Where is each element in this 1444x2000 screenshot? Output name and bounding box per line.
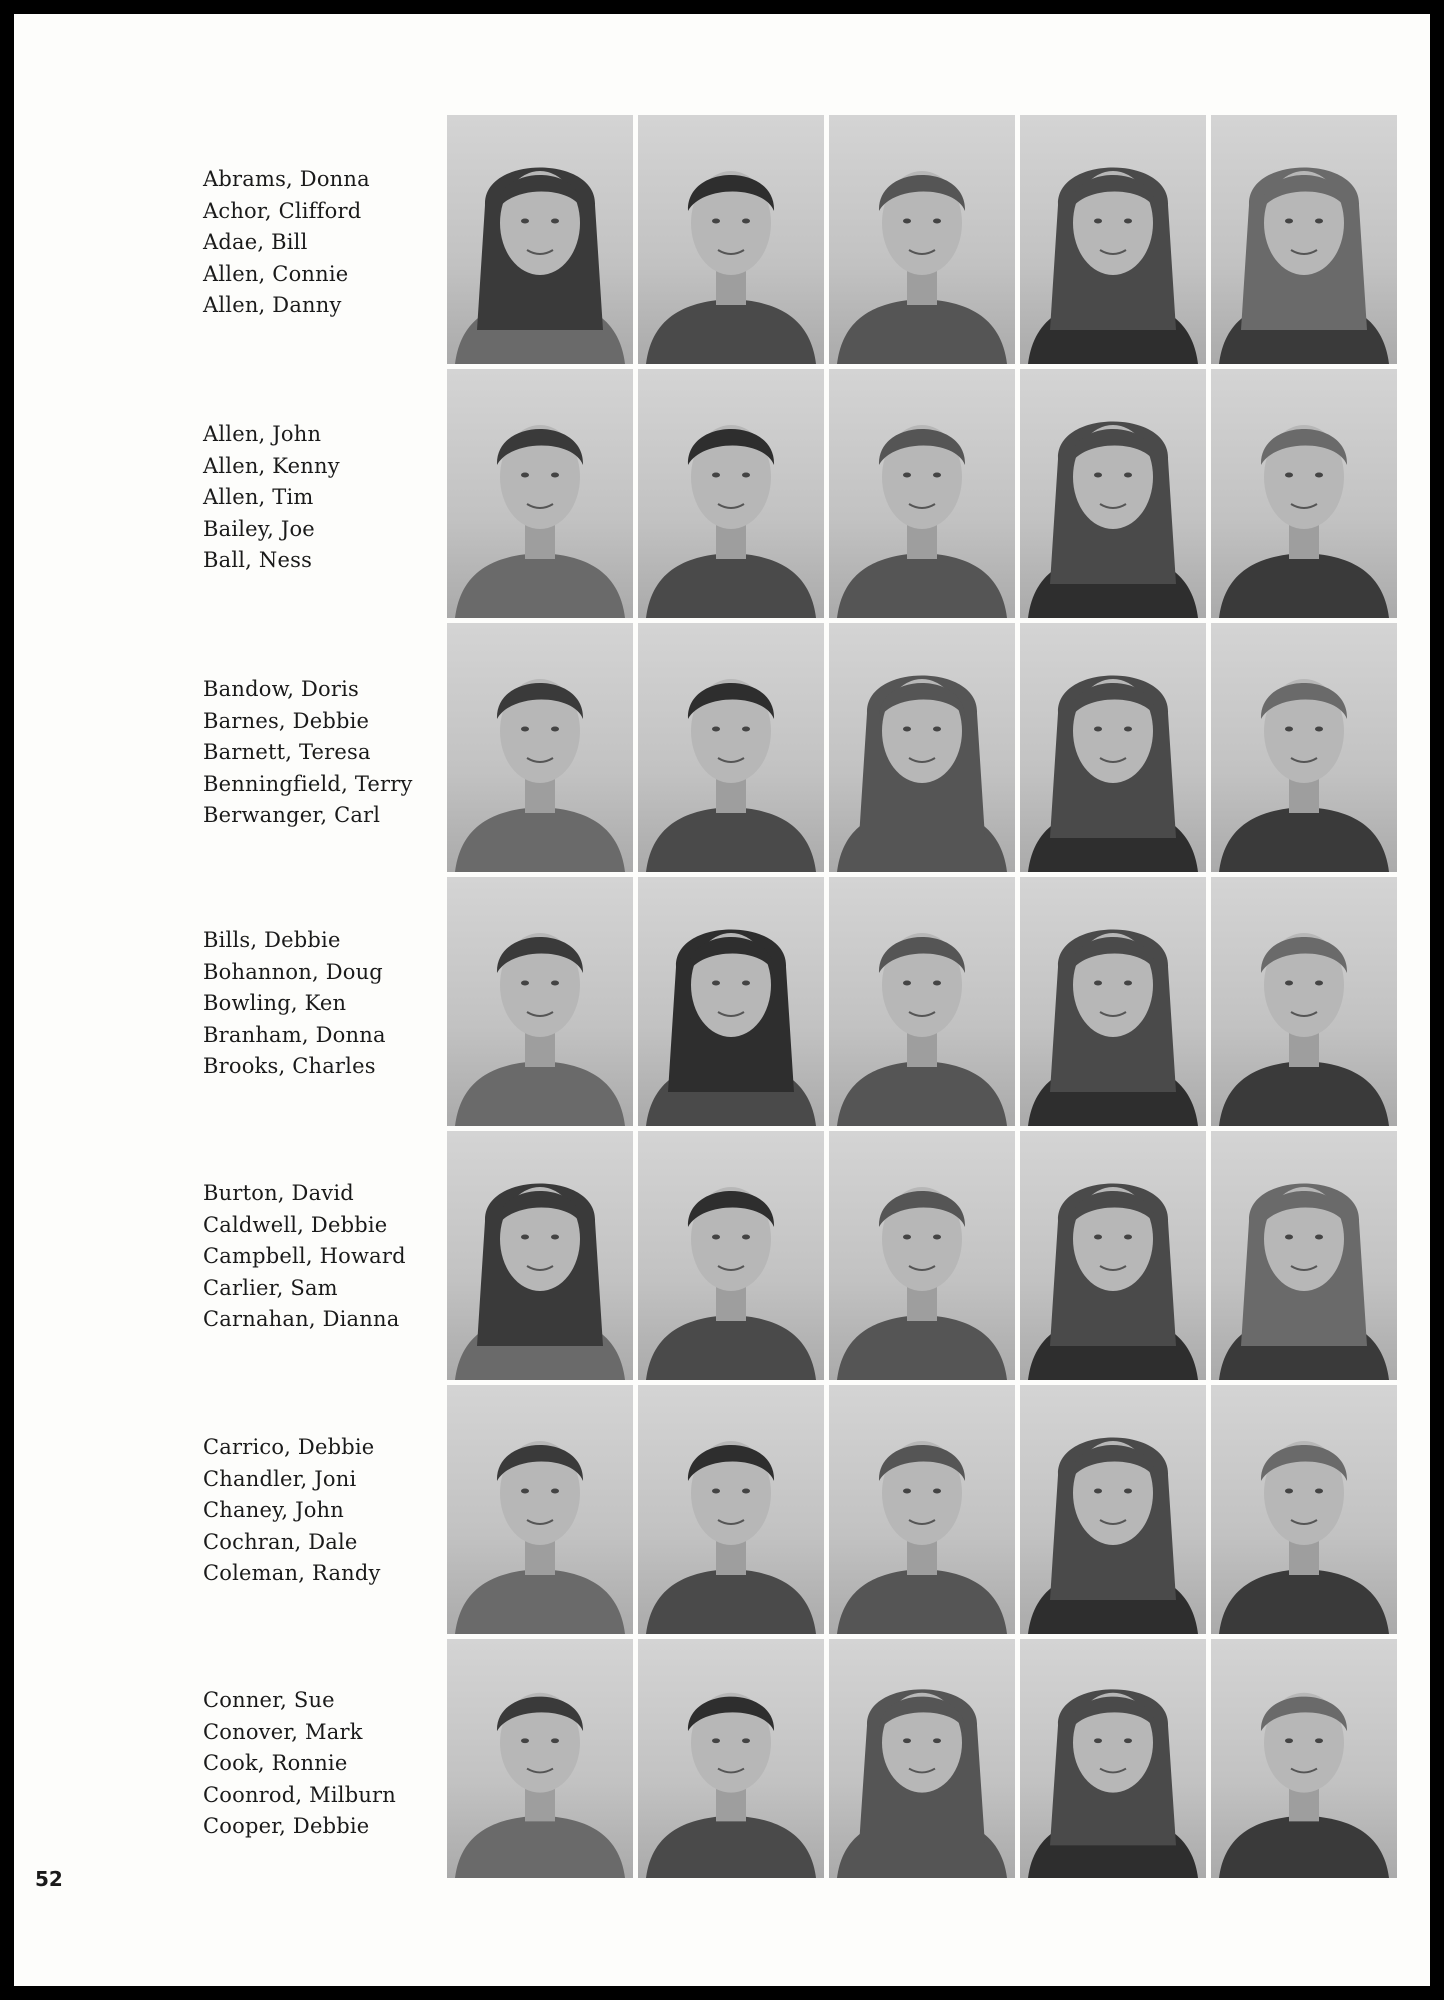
portrait-photo bbox=[638, 1639, 824, 1878]
portrait-row-1 bbox=[447, 115, 1404, 364]
student-name: Allen, Danny bbox=[203, 293, 342, 318]
student-name: Bohannon, Doug bbox=[203, 959, 383, 984]
student-name: Chandler, Joni bbox=[203, 1466, 357, 1491]
portrait-photo bbox=[1020, 115, 1206, 364]
portrait-photo bbox=[1211, 1639, 1397, 1878]
student-name: Brooks, Charles bbox=[203, 1054, 376, 1079]
portrait-grid bbox=[447, 115, 1404, 1883]
student-name: Bandow, Doris bbox=[203, 677, 360, 701]
student-name: Barnes, Debbie bbox=[203, 708, 370, 733]
portrait-photo bbox=[1020, 1131, 1206, 1380]
student-name: Ball, Ness bbox=[203, 548, 313, 573]
name-list-6 bbox=[203, 1432, 443, 1590]
student-name: Caldwell, Debbie bbox=[203, 1212, 388, 1237]
student-name: Abrams, Donna bbox=[203, 167, 370, 191]
student-name: Bills, Debbie bbox=[203, 928, 341, 952]
student-name: Cochran, Dale bbox=[203, 1529, 358, 1554]
portrait-photo bbox=[638, 877, 824, 1126]
portrait-row-5 bbox=[447, 1131, 1404, 1380]
portrait-photo bbox=[447, 623, 633, 872]
name-list-4 bbox=[203, 925, 443, 1083]
portrait-photo bbox=[1211, 1385, 1397, 1634]
portrait-row-2 bbox=[447, 369, 1404, 618]
portrait-photo bbox=[1020, 877, 1206, 1126]
portrait-photo bbox=[638, 623, 824, 872]
portrait-photo bbox=[638, 1131, 824, 1380]
student-name: Coonrod, Milburn bbox=[203, 1782, 397, 1807]
student-name: Chaney, John bbox=[203, 1498, 345, 1523]
student-name: Conner, Sue bbox=[203, 1688, 335, 1712]
portrait-photo bbox=[1211, 1131, 1397, 1380]
student-name: Bowling, Ken bbox=[203, 991, 347, 1016]
portrait-photo bbox=[829, 115, 1015, 364]
portrait-photo bbox=[447, 369, 633, 618]
portrait-photo bbox=[1020, 1385, 1206, 1634]
name-list-7 bbox=[203, 1685, 443, 1843]
student-name: Coleman, Randy bbox=[203, 1561, 381, 1586]
portrait-row-6 bbox=[447, 1385, 1404, 1634]
name-list-5 bbox=[203, 1178, 443, 1336]
student-name: Campbell, Howard bbox=[203, 1244, 406, 1269]
portrait-photo bbox=[1211, 877, 1397, 1126]
portrait-photo bbox=[1211, 115, 1397, 364]
student-name: Carlier, Sam bbox=[203, 1275, 338, 1300]
portrait-photo bbox=[447, 877, 633, 1126]
student-name: Allen, Tim bbox=[203, 485, 314, 510]
name-list-3 bbox=[203, 674, 443, 832]
portrait-row-7 bbox=[447, 1639, 1404, 1878]
portrait-photo bbox=[447, 1131, 633, 1380]
portrait-photo bbox=[1020, 369, 1206, 618]
page-number: 52 bbox=[35, 1867, 63, 1891]
portrait-photo bbox=[829, 1385, 1015, 1634]
student-name: Allen, Kenny bbox=[203, 453, 340, 478]
portrait-photo bbox=[638, 369, 824, 618]
student-name: Carrico, Debbie bbox=[203, 1435, 375, 1459]
student-name: Benningfield, Terry bbox=[203, 771, 413, 796]
student-name: Cook, Ronnie bbox=[203, 1751, 348, 1776]
student-name: Achor, Clifford bbox=[203, 198, 362, 223]
student-name: Conover, Mark bbox=[203, 1719, 363, 1744]
portrait-row-4 bbox=[447, 877, 1404, 1126]
portrait-photo bbox=[1020, 623, 1206, 872]
student-name: Bailey, Joe bbox=[203, 516, 315, 541]
portrait-photo bbox=[829, 877, 1015, 1126]
name-list-2 bbox=[203, 419, 443, 577]
portrait-photo bbox=[638, 1385, 824, 1634]
student-name: Allen, John bbox=[203, 422, 322, 446]
student-name: Branham, Donna bbox=[203, 1022, 386, 1047]
student-name: Berwanger, Carl bbox=[203, 803, 381, 828]
portrait-photo bbox=[829, 369, 1015, 618]
portrait-photo bbox=[1020, 1639, 1206, 1878]
student-name: Cooper, Debbie bbox=[203, 1814, 370, 1839]
student-name: Adae, Bill bbox=[203, 230, 308, 255]
portrait-photo bbox=[447, 115, 633, 364]
portrait-photo bbox=[829, 1639, 1015, 1878]
student-name: Allen, Connie bbox=[203, 261, 349, 286]
portrait-photo bbox=[638, 115, 824, 364]
name-list-1 bbox=[203, 164, 443, 322]
portrait-photo bbox=[829, 1131, 1015, 1380]
yearbook-page bbox=[14, 14, 1430, 1986]
student-name: Carnahan, Dianna bbox=[203, 1307, 400, 1332]
portrait-photo bbox=[1211, 623, 1397, 872]
portrait-photo bbox=[829, 623, 1015, 872]
portrait-row-3 bbox=[447, 623, 1404, 872]
portrait-photo bbox=[1211, 369, 1397, 618]
student-name: Burton, David bbox=[203, 1181, 354, 1205]
portrait-photo bbox=[447, 1385, 633, 1634]
portrait-photo bbox=[447, 1639, 633, 1878]
student-name: Barnett, Teresa bbox=[203, 740, 371, 765]
